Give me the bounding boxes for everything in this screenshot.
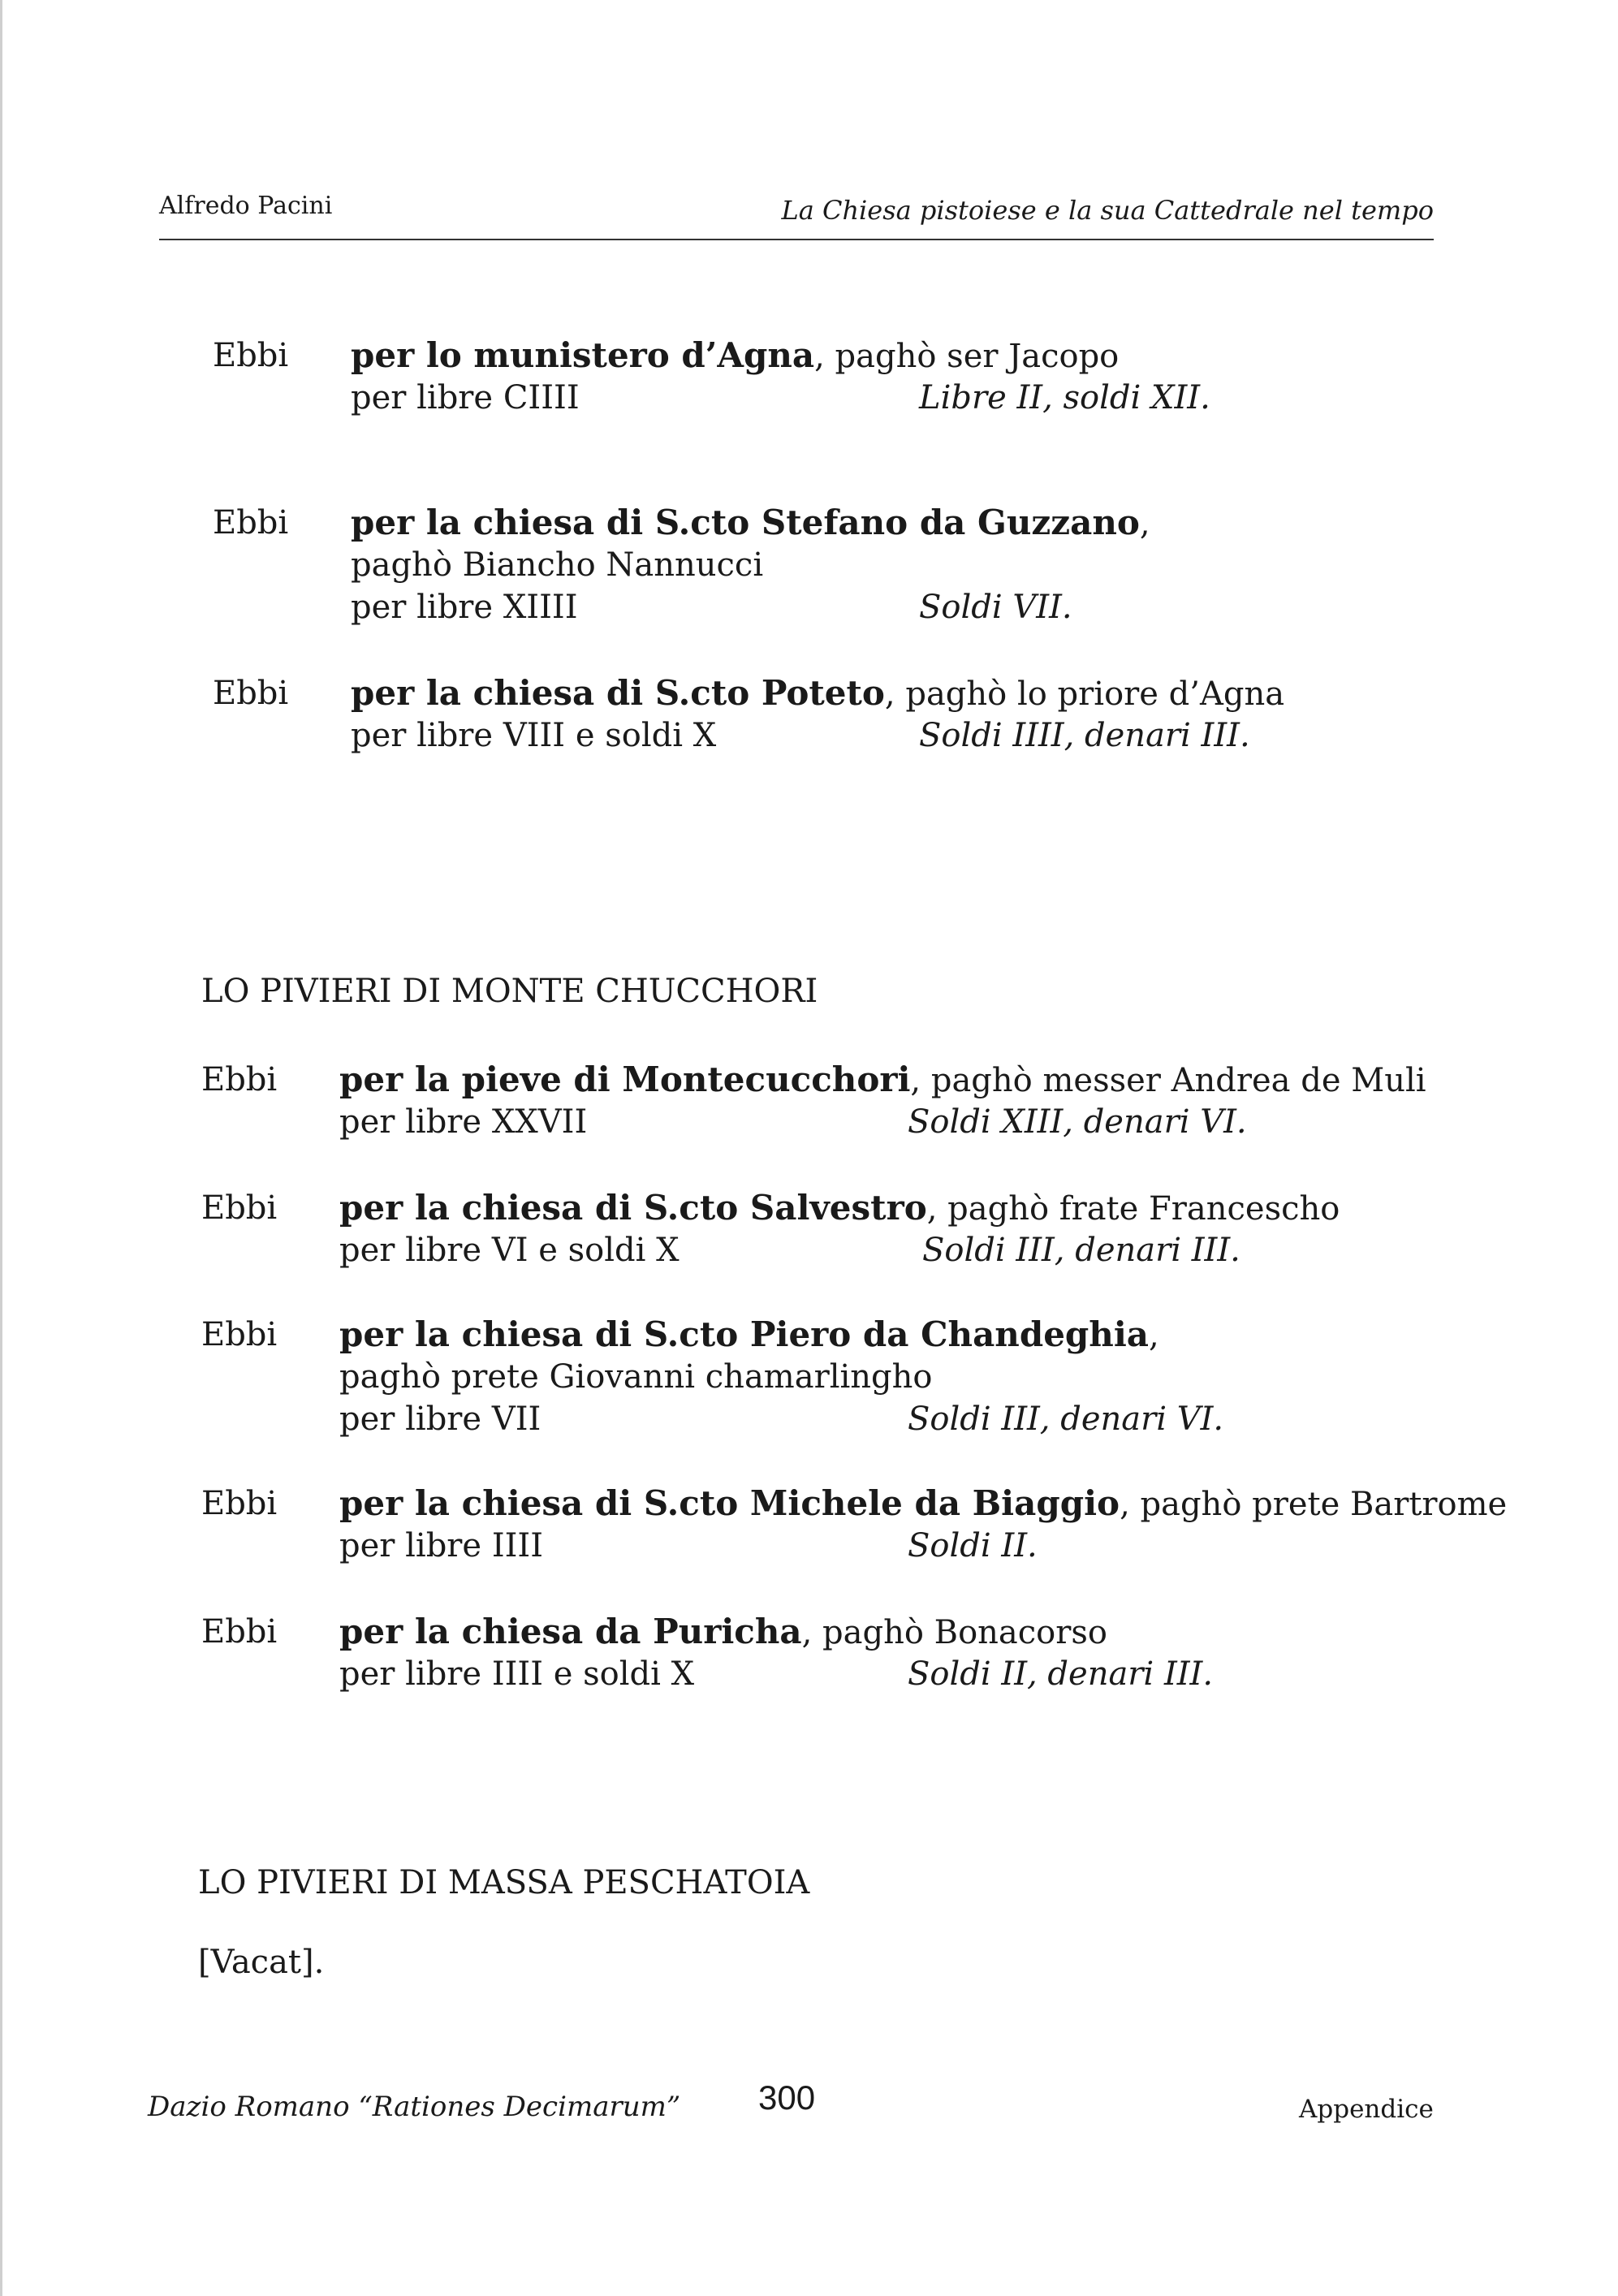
entry-libre: per libre VIII e soldi X — [351, 717, 717, 754]
entry-payer: , paghò prete Bartrome — [1120, 1486, 1508, 1523]
header-author: Alfredo Pacini — [159, 192, 333, 220]
entry-amount: Soldi XIII, denari VI. — [908, 1103, 1247, 1141]
entry-church: per la chiesa di S.cto Stefano da Guzzano — [351, 503, 1140, 542]
footer-source: Dazio Romano “Rationes Decimarum” — [148, 2091, 681, 2123]
entry-payer: , paghò ser Jacopo — [814, 338, 1120, 375]
entry-payer: , paghò frate Francescho — [926, 1190, 1340, 1228]
entry-payer: , paghò lo priore d’Agna — [884, 675, 1285, 713]
running-header — [159, 192, 1434, 240]
entry-payer-line: paghò prete Giovanni chamarlingho — [339, 1358, 933, 1396]
entry-libre: per libre XIIII — [351, 589, 578, 626]
section-title: LO PIVIERI DI MONTE CHUCCHORI — [201, 973, 818, 1010]
entry-amount: Soldi II. — [908, 1527, 1038, 1564]
entry-church: per la chiesa di S.cto Salvestro — [339, 1188, 927, 1228]
entry-libre: per libre CIIII — [351, 379, 580, 416]
entry-church: per la chiesa da Puricha — [339, 1612, 802, 1651]
entry-amount: Soldi II, denari III. — [908, 1655, 1214, 1693]
entry-payer: , paghò messer Andrea de Muli — [910, 1062, 1426, 1099]
entry-amount: Libre II, soldi XII. — [919, 379, 1210, 416]
entry-label: Ebbi — [213, 675, 289, 712]
entry-amount: Soldi III, denari III. — [922, 1232, 1240, 1269]
entry-payer: , — [1149, 1317, 1159, 1354]
page-number: 300 — [758, 2078, 816, 2117]
entry-label: Ebbi — [201, 1485, 278, 1522]
scan-edge — [0, 0, 2, 2296]
entry-libre: per libre IIII e soldi X — [339, 1655, 695, 1693]
entry-church: per lo munistero d’Agna — [351, 335, 815, 375]
vacat-note: [Vacat]. — [198, 1944, 325, 1981]
entry-payer: , — [1139, 505, 1150, 542]
entry-label: Ebbi — [213, 337, 289, 374]
entry-label: Ebbi — [201, 1613, 278, 1651]
entry-libre: per libre VII — [339, 1400, 541, 1438]
entry-label: Ebbi — [213, 504, 289, 542]
entry-amount: Soldi VII. — [919, 589, 1072, 626]
section-title: LO PIVIERI DI MASSA PESCHATOIA — [198, 1864, 810, 1901]
entry-libre: per libre IIII — [339, 1527, 544, 1564]
entry-church: per la chiesa di S.cto Poteto — [351, 673, 885, 713]
entry-label: Ebbi — [201, 1189, 278, 1227]
entry-church: per la chiesa di S.cto Piero da Chandeghia — [339, 1314, 1150, 1354]
footer-section: Appendice — [1299, 2095, 1434, 2124]
entry-libre: per libre XXVII — [339, 1103, 588, 1141]
entry-label: Ebbi — [201, 1316, 278, 1353]
entry-amount: Soldi IIII, denari III. — [919, 717, 1250, 754]
entry-libre: per libre VI e soldi X — [339, 1232, 680, 1269]
entry-payer: , paghò Bonacorso — [801, 1614, 1107, 1651]
entry-label: Ebbi — [201, 1061, 278, 1098]
entry-church: per la chiesa di S.cto Michele da Biaggio — [339, 1483, 1120, 1523]
entry-church: per la pieve di Montecucchori — [339, 1060, 911, 1099]
header-title: La Chiesa pistoiese e la sua Cattedrale nel tempo — [781, 195, 1434, 226]
entry-payer-line: paghò Biancho Nannucci — [351, 546, 764, 584]
entry-amount: Soldi III, denari VI. — [908, 1400, 1224, 1438]
